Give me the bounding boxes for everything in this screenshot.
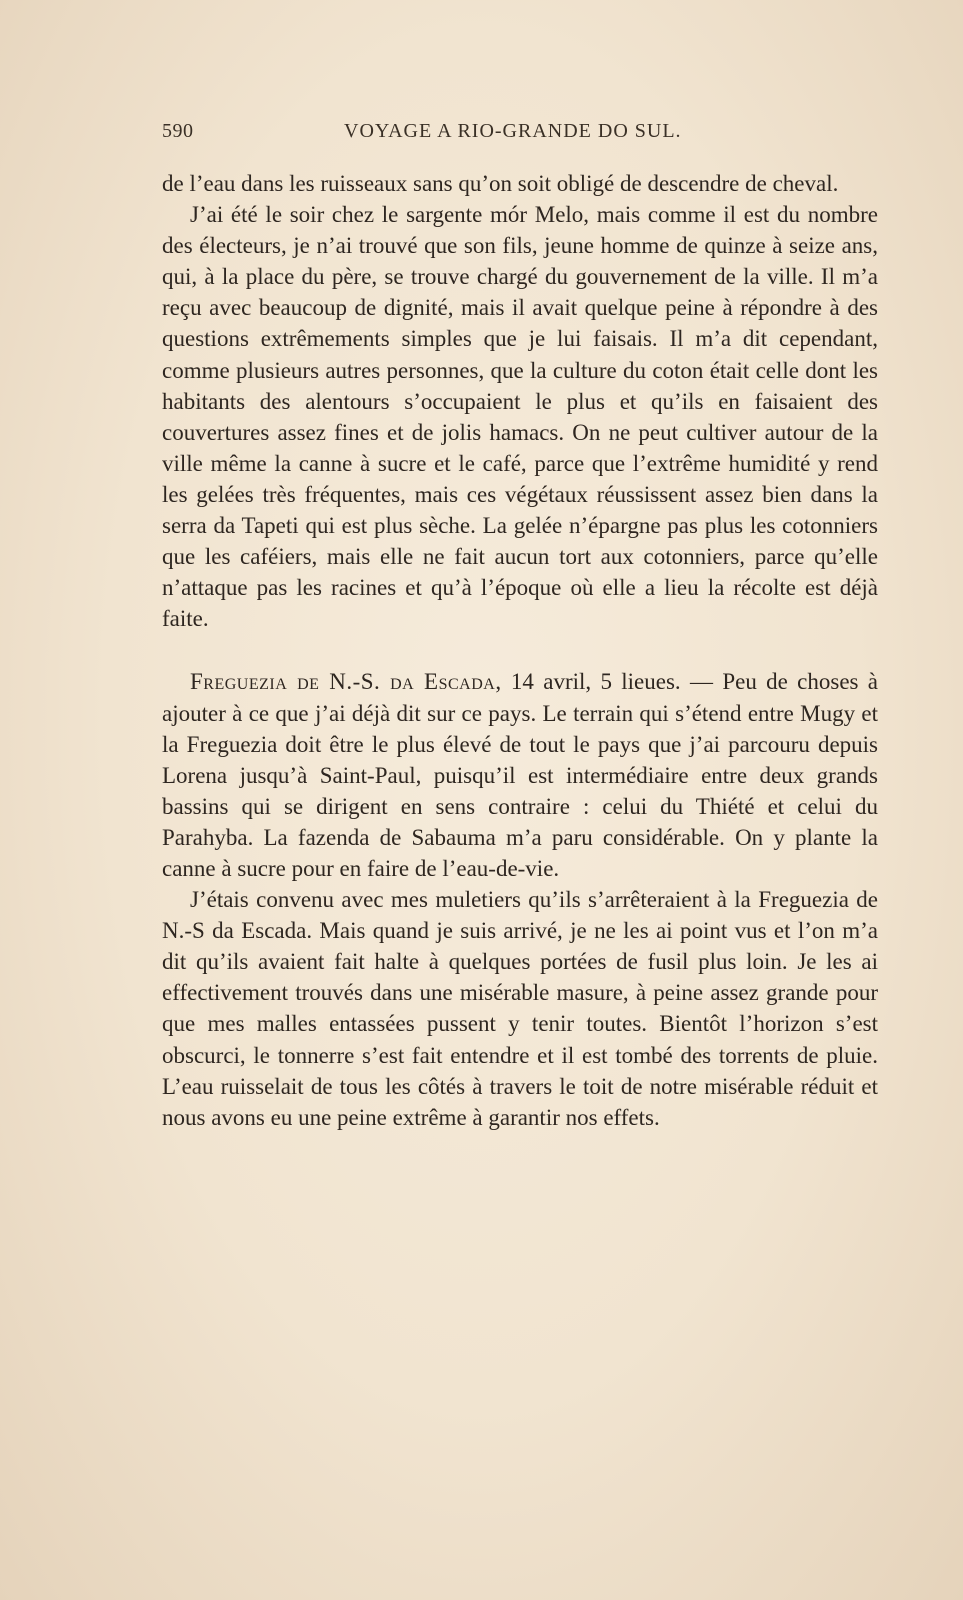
paragraph-continuation: de l’eau dans les ruisseaux sans qu’on soit obligé de descendre de cheval. [162, 171, 839, 196]
section-heading: Freguezia de N.-S. da Escada, [190, 669, 502, 695]
page-number: 590 [162, 120, 194, 142]
section-text: 14 avril, 5 lieues. — Peu de choses à ajouter à ce que j’ai déjà dit sur ce pays. Le terrain qui s’étend entre Mugy et la Freguezia doit être le plus élevé de tout le pays que j’ai parcouru depuis Lorena jusqu’à Saint-Paul, puisqu’il est intermédiaire entre deux grands bassins qui se dirigent en sens contraire : celui du Thiété et celui du Parahyba. La fazenda de Sabauma m’a paru considérable. On y plante la canne à sucre pour en faire de l’eau-de-vie. [162, 669, 879, 881]
paragraph-muletiers: J’étais convenu avec mes muletiers qu’ils s’arrêteraient à la Freguezia de N.-S da Escada. Mais quand je suis arrivé, je ne les ai point vus et l’on m’a dit qu’ils avaient fait halte à quelques portées de fusil plus loin. Je les ai effectivement trouvés dans une misérable masure, à peine assez grande pour que mes malles entassées pussent y tenir toutes. Bientôt l’horizon s’est obscurci, le tonnerre s’est fait entendre et il est tombé des torrents de pluie. L’eau ruisselait de tous les côtés à travers le toit de notre misérable réduit et nous avons eu une peine extrême à garantir nos effets. [162, 887, 878, 1130]
page-header [162, 120, 878, 150]
section-freguezia-escada [162, 666, 878, 884]
paragraph-melo-visit: J’ai été le soir chez le sargente mór Melo, mais comme il est du nombre des électeurs, je n’ai trouvé que son fils, jeune homme de quinze à seize ans, qui, à la place du père, se trouve chargé du gouvernement de la ville. Il m’a reçu avec beaucoup de dignité, mais il avait quelque peine à répondre à des questions extrêmements simples que je lui faisais. Il m’a dit cependant, comme plusieurs autres personnes, que la culture du coton était celle dont les habitants des alentours s’occupaient le plus et qu’ils en faisaient des couvertures assez fines et de jolis hamacs. On ne peut cultiver autour de la ville même la canne à sucre et le café, parce que l’extrême humidité y rend les gelées très fréquentes, mais ces végétaux réussissent assez bien dans la serra da Tapeti qui est plus sèche. La gelée n’épargne pas plus les cotonniers que les caféiers, mais elle ne fait aucun tort aux cotonniers, parce qu’elle n’attaque pas les racines et qu’à l’époque où elle a lieu la récolte est déjà faite. [162, 202, 878, 632]
running-title: VOYAGE A RIO-GRANDE DO SUL. [344, 120, 682, 142]
body-text [162, 168, 878, 1133]
